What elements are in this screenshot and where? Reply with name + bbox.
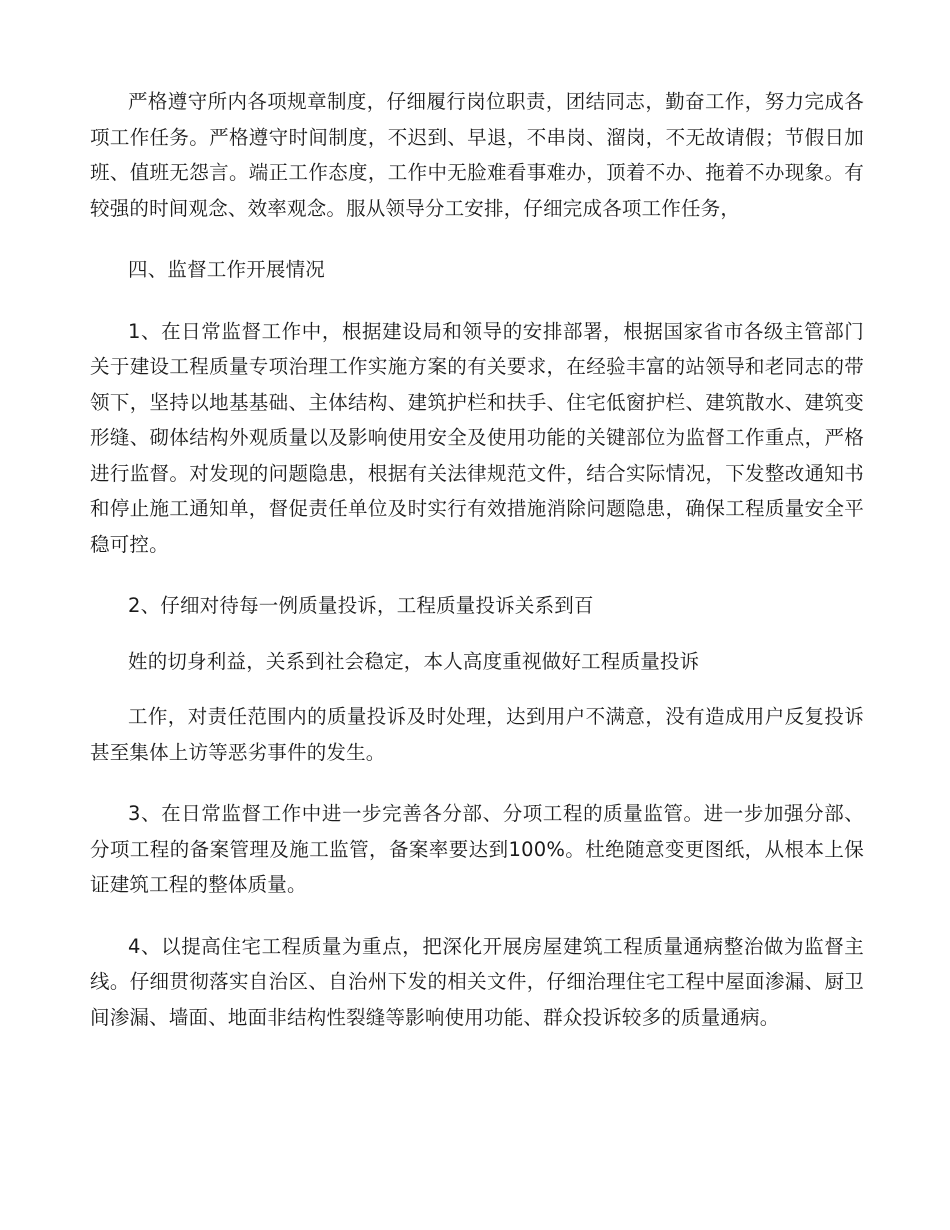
section-heading-supervision: 四、监督工作开展情况 xyxy=(128,258,326,281)
paragraph-item-4: 4、以提高住宅工程质量为重点，把深化开展房屋建筑工程质量通病整治做为监督主线。仔细贯彻落实自治区、自治州下发的相关文件，仔细治理住宅工程中屋面渗漏、厨卫间渗漏、墙面、地面非结构性裂缝等影响使用功能、群众投诉较多的质量通病。 xyxy=(90,934,864,1029)
paragraph-item-2: 2、仔细对待每一例质量投诉，工程质量投诉关系到百 xyxy=(128,594,594,617)
paragraph-work-discipline: 严格遵守所内各项规章制度，仔细履行岗位职责，团结同志，勤奋工作，努力完成各项工作任务。严格遵守时间制度，不迟到、早退，不串岗、溜岗，不无故请假；节假日加班、值班无怨言。端正工作态度，工作中无脸难看事难办，顶着不办、拖着不办现象。有较强的时间观念、效率观念。服从领导分工安排，仔细完成各项工作任务， xyxy=(90,90,864,220)
paragraph-item-2-ending: 工作，对责任范围内的质量投诉及时处理，达到用户不满意，没有造成用户反复投诉甚至集体上访等恶劣事件的发生。 xyxy=(90,705,864,764)
paragraph-item-1: 1、在日常监督工作中，根据建设局和领导的安排部署，根据国家省市各级主管部门关于建设工程质量专项治理工作实施方案的有关要求，在经验丰富的站领导和老同志的带领下，坚持以地基基础、主体结构、建筑护栏和扶手、住宅低窗护栏、建筑散水、建筑变形缝、砌体结构外观质量以及影响使用安全及使用功能的关键部位为监督工作重点，严格进行监督。对发现的问题隐患，根据有关法律规范文件，结合实际情况，下发整改通知书和停止施工通知单，督促责任单位及时实行有效措施消除问题隐患，确保工程质量安全平稳可控。 xyxy=(90,319,864,556)
paragraph-item-2-continued: 姓的切身利益，关系到社会稳定，本人高度重视做好工程质量投诉 xyxy=(128,649,700,673)
paragraph-item-3: 3、在日常监督工作中进一步完善各分部、分项工程的质量监管。进一步加强分部、分项工程的备案管理及施工监管，备案率要达到100%。杜绝随意变更图纸，从根本上保证建筑工程的整体质量。 xyxy=(90,802,864,896)
